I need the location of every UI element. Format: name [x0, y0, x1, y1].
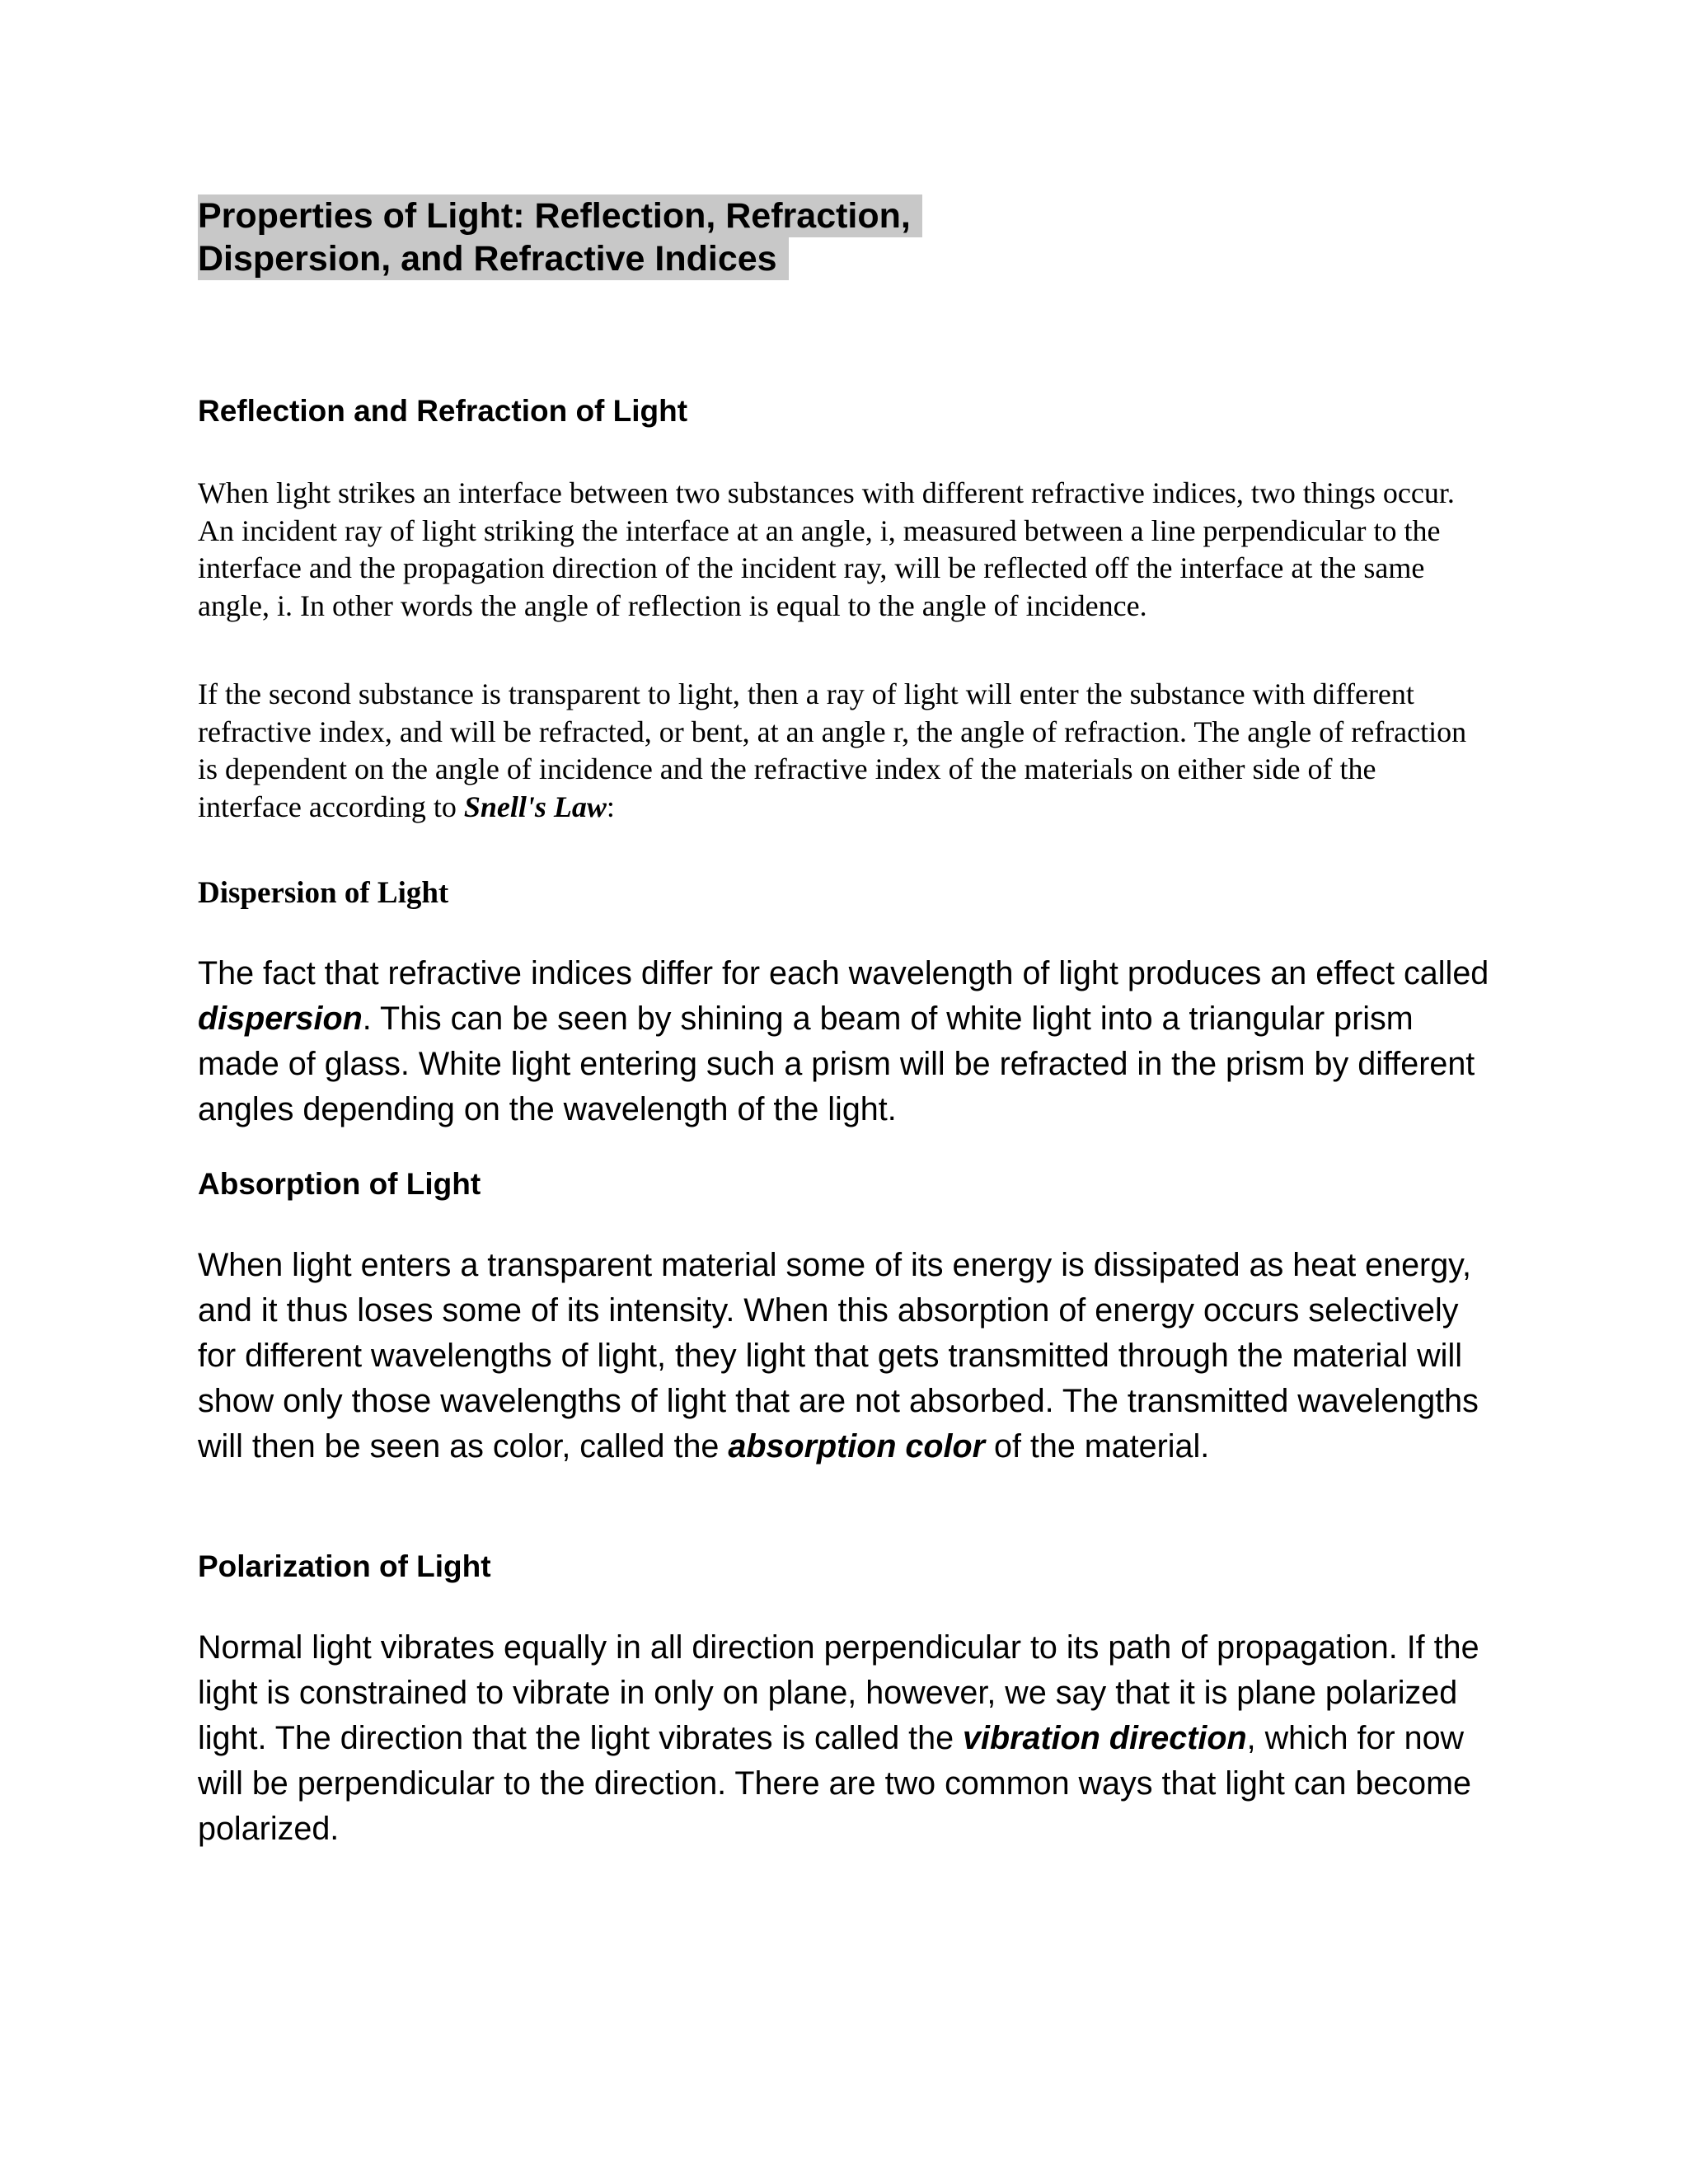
- paragraph-polarization: [198, 1625, 1500, 1852]
- refraction-text-end: :: [606, 790, 615, 823]
- polarization-text-end: , which for now will be perpendicular to the direction. There are two common ways that light can become polarized.: [198, 1720, 1471, 1847]
- absorption-text-end: of the material.: [985, 1428, 1210, 1465]
- paragraph-reflection: When light strikes an interface between two substances with different refractive indices, two things occur. An incident ray of light striking the interface at an angle, i, measured between a line perpendicular to the interface and the propagation direction of the incident ray, will be reflected off the interface at the same angle, i. In other words the angle of reflection is equal to the angle of incidence.: [198, 476, 1455, 622]
- refraction-text: If the second substance is transparent to light, then a ray of light will enter the substance with different refractive index, and will be refracted, or bent, at an angle r, the angle of refraction. The angle of refraction is dependent on the angle of incidence and the refractive index of the materials on either side of the interface according to: [198, 677, 1467, 823]
- absorption-color-term: absorption color: [728, 1428, 985, 1465]
- dispersion-term: dispersion: [198, 1001, 363, 1037]
- title-line-2: Dispersion, and Refractive Indices: [198, 237, 789, 280]
- vibration-direction-term: vibration direction: [963, 1720, 1247, 1756]
- polarization-text: Normal light vibrates equally in all direction perpendicular to its path of propagation. If the light is constrained to vibrate in only on plane, however, we say that it is plane polarized light. The direction that the light vibrates is called the: [198, 1629, 1479, 1756]
- absorption-text: When light enters a transparent material some of its energy is dissipated as heat energy, and it thus loses some of its intensity. When this absorption of energy occurs selectively for different wavelengths of light, they light that gets transmitted through the material will show only those wavelengths of light that are not absorbed. The transmitted wavelengths will then be seen as color, called the: [198, 1247, 1479, 1465]
- heading-dispersion: Dispersion of Light: [198, 876, 449, 910]
- paragraph-dispersion: [198, 951, 1500, 1132]
- paragraph-absorption: [198, 1243, 1500, 1469]
- dispersion-text-end: . This can be seen by shining a beam of white light into a triangular prism made of glass. White light entering such a prism will be refracted in the prism by different angles depending on the wavelength of the light.: [198, 1001, 1475, 1127]
- document-title: [198, 194, 922, 280]
- heading-absorption: Absorption of Light: [198, 1167, 481, 1201]
- snells-law-term: Snell's Law: [463, 790, 607, 823]
- title-line-1: Properties of Light: Reflection, Refraction,: [198, 194, 922, 237]
- dispersion-text: The fact that refractive indices differ for each wavelength of light produces an effect called: [198, 955, 1489, 991]
- paragraph-refraction: [198, 676, 1484, 826]
- heading-reflection-refraction: Reflection and Refraction of Light: [198, 394, 688, 428]
- heading-polarization: Polarization of Light: [198, 1549, 491, 1583]
